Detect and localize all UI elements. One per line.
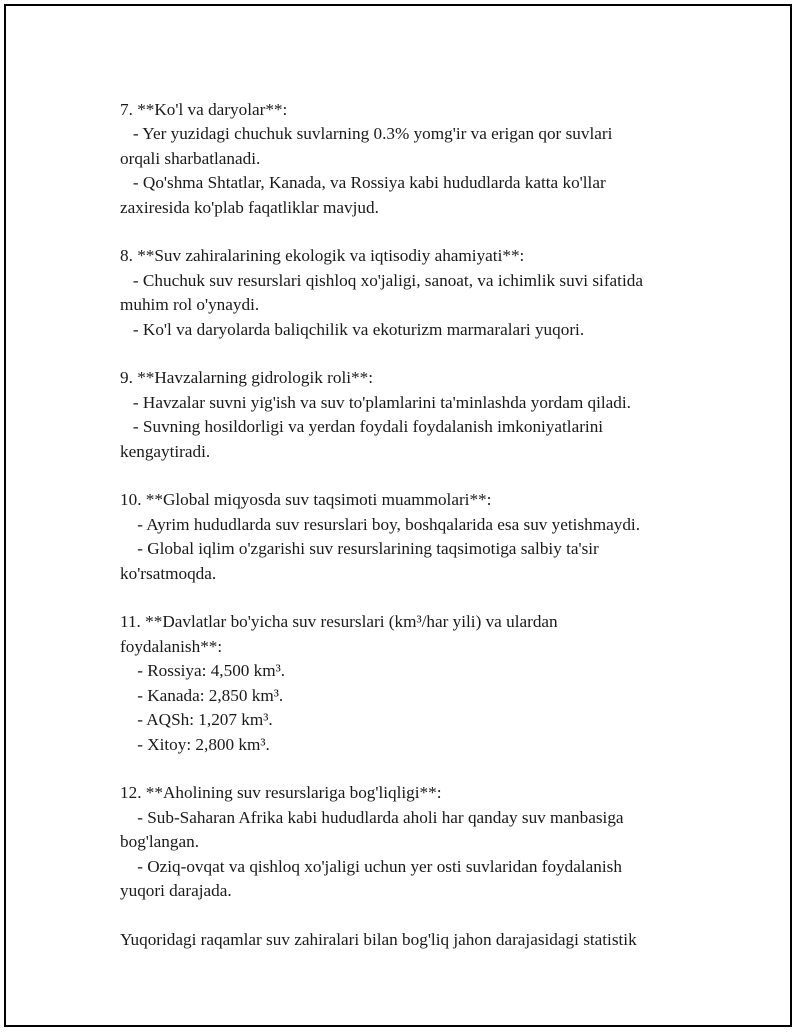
- section-7-item-2-line-1: - Qo'shma Shtatlar, Kanada, va Rossiya kabi hududlarda katta ko'llar: [120, 173, 606, 193]
- section-12-item-1-line-2: bog'langan.: [120, 832, 199, 852]
- section-11-item-1: - Rossiya: 4,500 km³.: [137, 661, 286, 681]
- section-7-item-1-line-2: orqali sharbatlanadi.: [120, 148, 261, 168]
- section-10-item-2-line-2: ko'rsatmoqda.: [120, 563, 217, 583]
- section-9-item-2-line-1: - Suvning hosildorligi va yerdan foydali foydalanish imkoniyatlarini: [120, 417, 604, 437]
- section-8-item-1-line-1: - Chuchuk suv resurslari qishloq xo'jaligi, sanoat, va ichimlik suvi sifatida: [120, 270, 643, 290]
- section-7-item-1-line-1: - Yer yuzidagi chuchuk suvlarning 0.3% yomg'ir va erigan qor suvlari: [120, 124, 613, 144]
- document-body: [120, 98, 720, 952]
- section-11-item-3: - AQSh: 1,207 km³.: [137, 710, 273, 730]
- section-7-heading: 7. **Ko'l va daryolar**:: [120, 100, 288, 119]
- section-11-heading-line-1: 11. **Davlatlar bo'yicha suv resurslari (km³/har yili) va ulardan: [120, 612, 558, 632]
- section-10-item-1: - Ayrim hududlarda suv resurslari boy, boshqalarida esa suv yetishmaydi.: [137, 514, 640, 534]
- section-8-heading: 8. **Suv zahiralarining ekologik va iqtisodiy ahamiyati**:: [120, 246, 525, 266]
- section-10-item-2-line-1: - Global iqlim o'zgarishi suv resurslarining taqsimotiga salbiy ta'sir: [120, 539, 599, 559]
- section-11-heading-line-2: foydalanish**:: [120, 636, 223, 656]
- section-12-heading: 12. **Aholining suv resurslariga bog'liqligi**:: [120, 783, 442, 803]
- section-11-item-4: - Xitoy: 2,800 km³.: [137, 734, 270, 754]
- section-7-item-2-line-2: zaxiresida ko'plab faqatliklar mavjud.: [120, 197, 379, 217]
- section-11-item-2: - Kanada: 2,850 km³.: [137, 685, 284, 705]
- document-page: [4, 4, 792, 1027]
- section-8-item-2: - Ko'l va daryolarda baliqchilik va ekoturizm marmaralari yuqori.: [132, 319, 585, 339]
- section-9-item-1: - Havzalar suvni yig'ish va suv to'plamlarini ta'minlashda yordam qiladi.: [132, 392, 631, 412]
- closing-paragraph: Yuqoridagi raqamlar suv zahiralari bilan bog'liq jahon darajasidagi statistik: [120, 929, 637, 949]
- section-10-heading: 10. **Global miqyosda suv taqsimoti muammolari**:: [120, 490, 492, 510]
- section-12-item-1-line-1: - Sub-Saharan Afrika kabi hududlarda aholi har qanday suv manbasiga: [120, 807, 624, 827]
- section-8-item-1-line-2: muhim rol o'ynaydi.: [120, 295, 260, 315]
- section-12-item-2-line-2: yuqori darajada.: [120, 880, 232, 900]
- section-12-item-2-line-1: - Oziq-ovqat va qishloq xo'jaligi uchun yer osti suvlaridan foydalanish: [120, 856, 622, 876]
- section-9-heading: 9. **Havzalarning gidrologik roli**:: [120, 368, 373, 388]
- section-9-item-2-line-2: kengaytiradi.: [120, 441, 211, 461]
